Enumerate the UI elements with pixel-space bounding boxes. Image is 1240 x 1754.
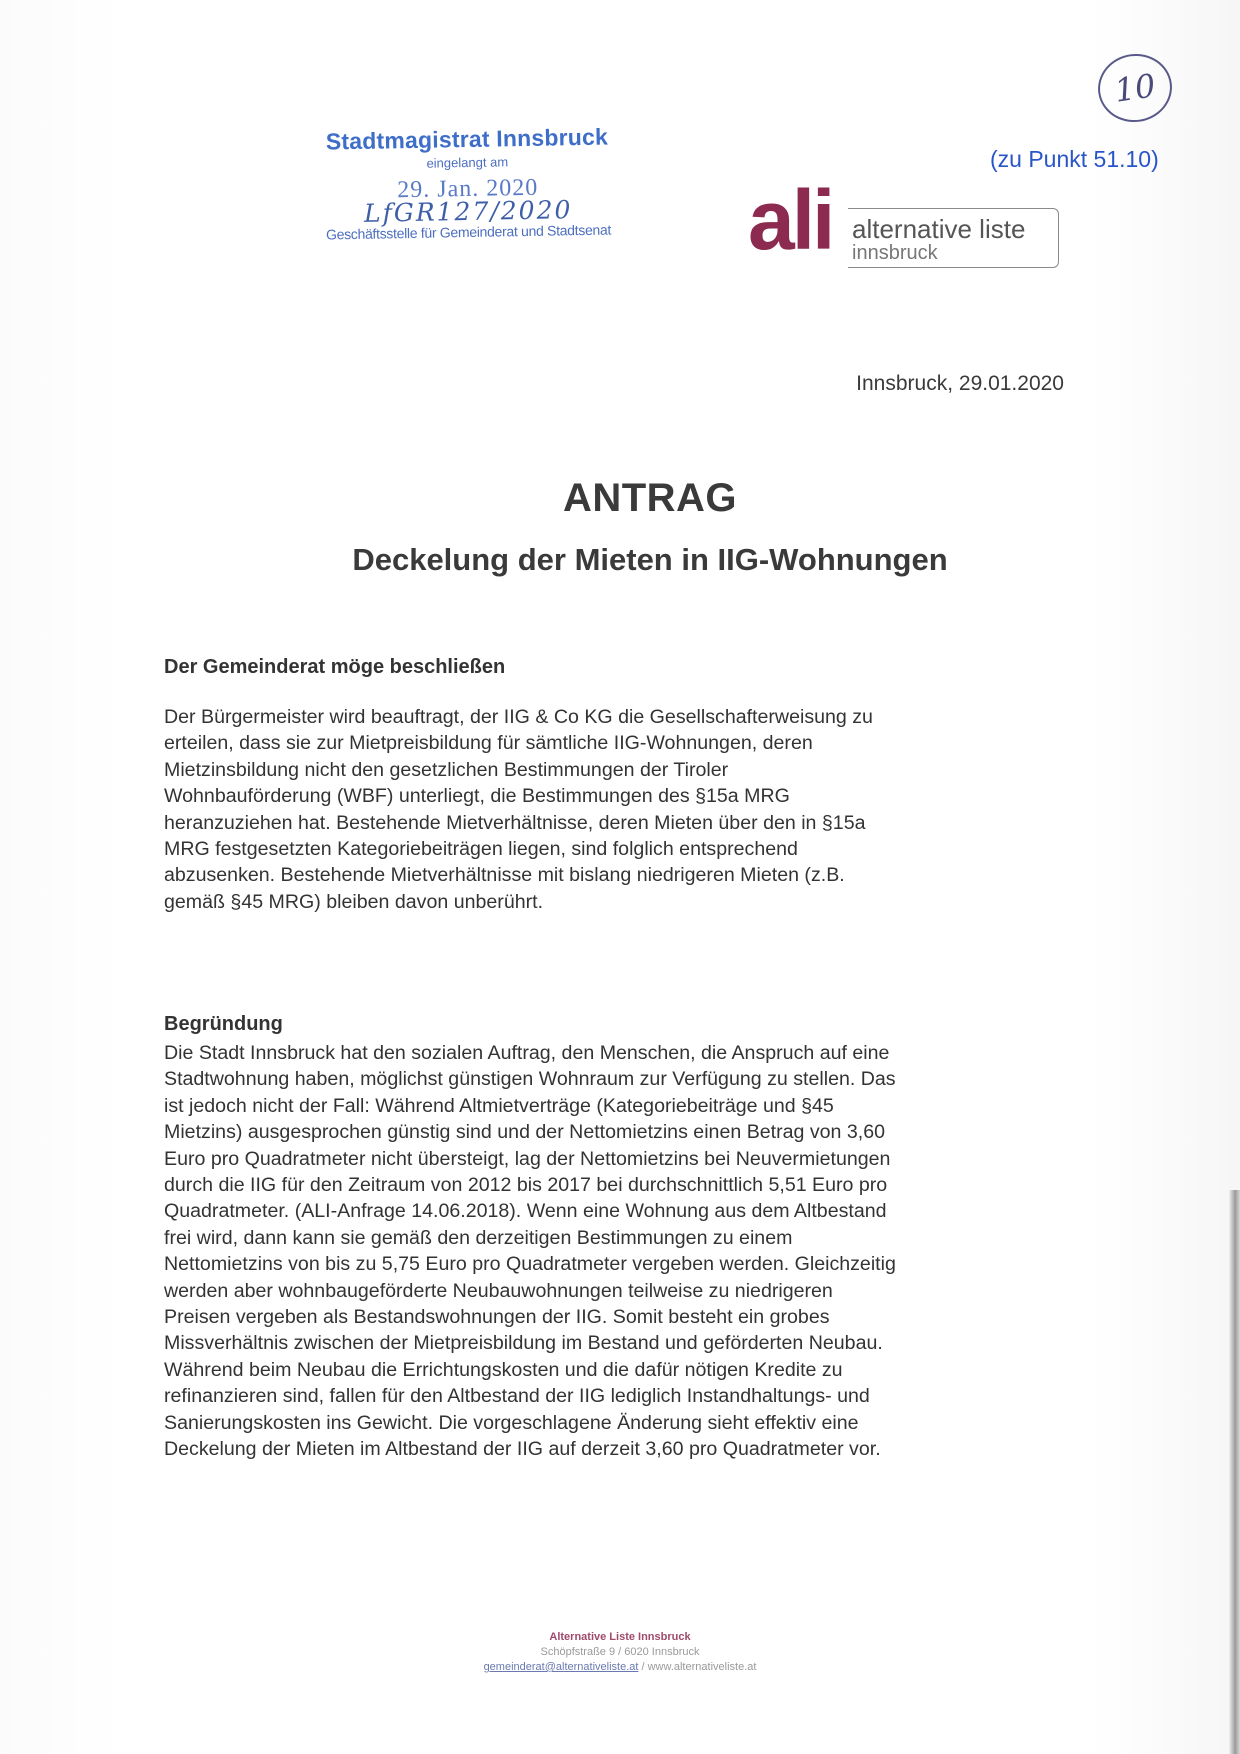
text-line: frei wird, dann kann sie gemäß den derzeitigen Bestimmungen zu einem: [164, 1226, 793, 1249]
text-line: Preisen vergeben als Bestandswohnungen der IIG. Somit besteht ein grobes: [164, 1306, 830, 1329]
text-line: werden aber wohnbaugeförderte Neubauwohnungen teilweise zu niedrigeren: [164, 1279, 833, 1302]
text-line: Wohnbauförderung (WBF) unterliegt, die Bestimmungen des §15a MRG: [164, 785, 790, 808]
text-line: Stadtwohnung haben, möglichst günstigen Wohnraum zur Verfügung zu stellen. Das: [164, 1068, 896, 1091]
agenda-reference: (zu Punkt 51.10): [990, 146, 1159, 172]
logo-mark: ali: [748, 173, 833, 267]
text-line: heranzuziehen hat. Bestehende Mietverhältnisse, deren Mieten über den in §15a: [164, 811, 866, 834]
logo-text-line2: innsbruck: [852, 242, 938, 264]
text-line: Der Bürgermeister wird beauftragt, der IIG & Co KG die Gesellschafterweisung zu: [164, 706, 873, 728]
footer-website-link[interactable]: www.alternativeliste.at: [647, 1661, 757, 1673]
text-line: Die Stadt Innsbruck hat den sozialen Auftrag, den Menschen, die Anspruch auf eine: [164, 1042, 890, 1064]
text-line: ist jedoch nicht der Fall: Während Altmietverträge (Kategoriebeiträge und §45: [164, 1094, 834, 1117]
text-line: Deckelung der Mieten im Altbestand der IIG auf derzeit 3,60 pro Quadratmeter vor.: [164, 1438, 881, 1461]
text-line: Missverhältnis zwischen der Mietpreisbildung im Bestand und geförderten Neubau.: [164, 1332, 883, 1355]
footer-separator: /: [638, 1661, 648, 1673]
text-line: erteilen, dass sie zur Mietpreisbildung für sämtliche IIG-Wohnungen, deren: [164, 732, 813, 755]
place-and-date: Innsbruck, 29.01.2020: [856, 372, 1064, 395]
text-line: Während beim Neubau die Errichtungskosten und die dafür nötigen Kredite zu: [164, 1358, 843, 1381]
footer-organization: Alternative Liste Innsbruck: [549, 1631, 691, 1643]
stamp-received-label: eingelangt am: [426, 154, 509, 171]
text-line: gemäß §45 MRG) bleiben davon unberührt.: [164, 890, 544, 913]
stamp-date: 29. Jan. 2020: [397, 174, 539, 204]
text-line: Quadratmeter. (ALI-Anfrage 14.06.2018). Wenn eine Wohnung aus dem Altbestand: [164, 1200, 887, 1223]
text-line: Mietzinsbildung nicht den gesetzlichen Bestimmungen der Tiroler: [164, 758, 729, 781]
document-title: ANTRAG: [562, 476, 738, 520]
stamp-reference: LfGR127/2020: [363, 195, 573, 228]
text-line: MRG festgesetzten Kategoriebeiträgen liegen, sind folglich entsprechend: [164, 838, 798, 861]
stamp-department: Geschäftsstelle für Gemeinderat und Stadtsenat: [325, 221, 612, 243]
ali-logo: [748, 173, 1068, 282]
document-subtitle: Deckelung der Mieten in IIG-Wohnungen: [352, 542, 948, 577]
stamp-office: Stadtmagistrat Innsbruck: [325, 123, 609, 155]
text-line: abzusenken. Bestehende Mietverhältnisse mit bislang niedrigeren Mieten (z.B.: [164, 864, 845, 887]
page-number-text: 10: [1112, 66, 1158, 110]
reasoning-heading: Begründung: [164, 1013, 283, 1035]
footer-email-link[interactable]: gemeinderat@alternativeliste.at: [483, 1661, 639, 1673]
text-line: Euro pro Quadratmeter nicht übersteigt, lag der Nettomietzins bei Neuvermietungen: [164, 1147, 891, 1170]
text-line: refinanzieren sind, fallen für den Altbestand der IIG lediglich Instandhaltungs- und: [164, 1385, 870, 1408]
footer-address: Schöpfstraße 9 / 6020 Innsbruck: [540, 1646, 700, 1658]
text-line: Nettomietzins von bis zu 5,75 Euro pro Quadratmeter vergeben werden. Gleichzeitig: [164, 1253, 896, 1276]
text-line: Mietzins) ausgesprochen günstig sind und der Nettomietzins einen Betrag von 3,60: [164, 1121, 886, 1144]
received-stamp: [317, 123, 620, 278]
text-line: Sanierungskosten ins Gewicht. Die vorgeschlagene Änderung sieht effektiv eine: [164, 1411, 859, 1434]
page-footer: [0, 1630, 1240, 1675]
motion-paragraph: [164, 704, 1074, 915]
handwritten-page-number: [1094, 49, 1177, 127]
scan-shadow-edge: [1228, 1190, 1240, 1754]
logo-text-line1: alternative liste: [852, 214, 1026, 244]
footer-contact: [0, 1660, 1240, 1675]
motion-heading: Der Gemeinderat möge beschließen: [164, 656, 506, 678]
reasoning-paragraph: [164, 1040, 1074, 1463]
text-line: durch die IIG für den Zeitraum von 2012 bis 2017 bei durchschnittlich 5,51 Euro pro: [164, 1174, 888, 1197]
